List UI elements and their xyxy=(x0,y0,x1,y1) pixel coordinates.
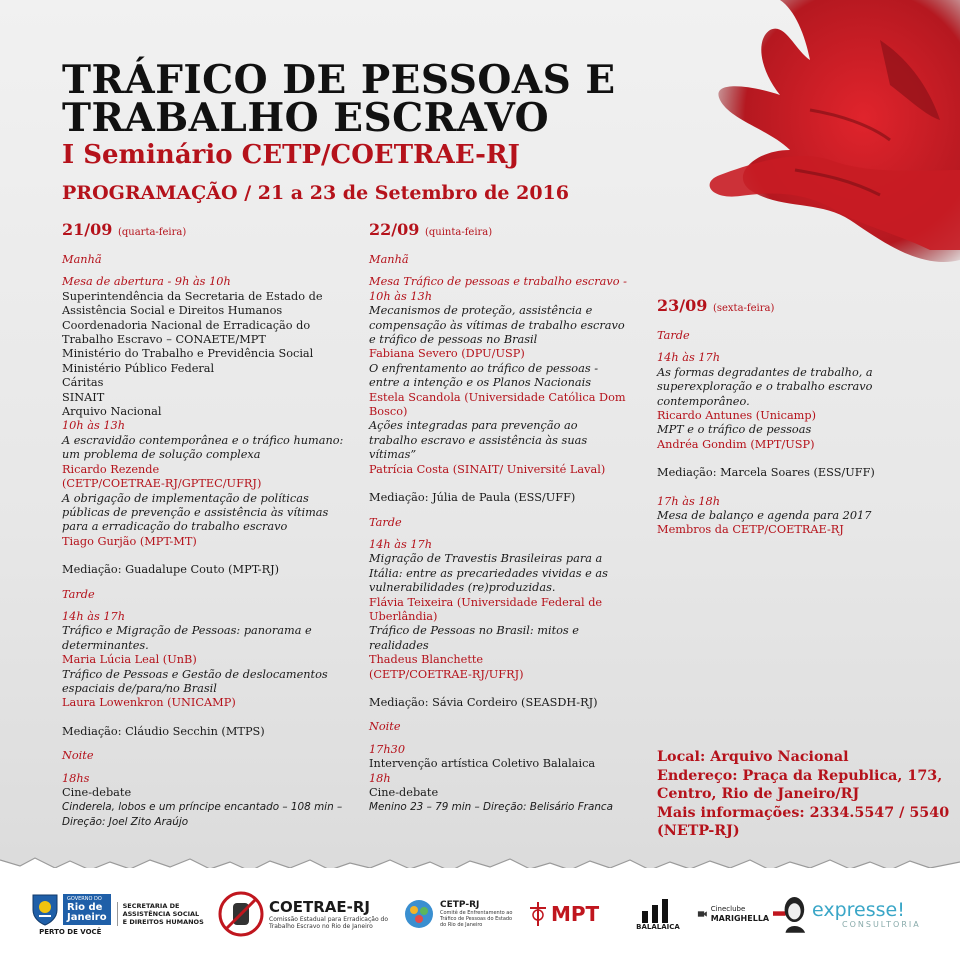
mediation: Mediação: Guadalupe Couto (MPT-RJ) xyxy=(62,563,280,577)
film-title: Menino 23 – 79 min – Direção: Belisário Franca xyxy=(369,801,613,814)
seminar-subtitle: I Seminário CETP/COETRAE-RJ xyxy=(62,140,520,170)
panel-title: Mesa Tráfico de pessoas e trabalho escravo - xyxy=(369,275,627,289)
speaker: Andréa Gondim (MPT/USP) xyxy=(657,437,815,451)
morning-label: Manhã xyxy=(62,253,102,266)
balalaica-logo xyxy=(628,868,688,960)
coetrae-logo xyxy=(218,868,398,960)
talk-title: um problema de solução complexa xyxy=(62,448,261,462)
org-line: Assistência Social e Direitos Humanos xyxy=(62,304,283,318)
film-director: Direção: Joel Zito Araújo xyxy=(62,815,189,828)
session-time: 14h às 17h xyxy=(657,351,721,365)
cineclube-marighella-logo xyxy=(697,868,807,960)
talk-title: As formas degradantes de trabalho, a xyxy=(657,365,873,379)
sponsors-footer xyxy=(0,868,960,960)
rj-coat-of-arms-icon xyxy=(30,892,60,926)
mpt-logo xyxy=(528,868,618,960)
expresse-name: expresse! xyxy=(812,898,905,921)
talk-title: A obrigação de implementação de políticas xyxy=(62,491,309,505)
panel-time: 10h às 13h xyxy=(369,289,433,303)
talk-title: e tráfico de pessoas no Brasil xyxy=(369,333,538,347)
speaker: Membros da CETP/COETRAE-RJ xyxy=(657,523,844,537)
org-line: Superintendência da Secretaria de Estado de xyxy=(62,289,323,303)
day-heading: 21/09 (quarta-feira) xyxy=(62,220,187,239)
speaker: Fabiana Severo (DPU/USP) xyxy=(369,347,525,361)
day-heading: 22/09 (quinta-feira) xyxy=(369,220,493,239)
speaker: Tiago Gurjão (MPT-MT) xyxy=(62,534,197,548)
mediation: Mediação: Júlia de Paula (ESS/UFF) xyxy=(369,491,576,505)
speaker: Maria Lúcia Leal (UnB) xyxy=(62,653,197,667)
mpt-name: MPT xyxy=(551,902,600,926)
balalaica-name: BALALAICA xyxy=(636,923,680,931)
gov-name: Janeiro xyxy=(67,911,107,923)
mediation: Mediação: Cláudio Secchin (MTPS) xyxy=(62,724,265,738)
talk-title: Tráfico e Migração de Pessoas: panorama e xyxy=(62,624,312,638)
speaker: (CETP/COETRAE-RJ/GPTEC/UFRJ) xyxy=(62,477,262,491)
balalaica-bars-icon xyxy=(638,897,678,923)
afternoon-label: Tarde xyxy=(62,587,95,601)
morning-label: Manhã xyxy=(369,253,409,266)
afternoon-label: Tarde xyxy=(369,515,402,529)
chained-fist-icon xyxy=(218,891,264,937)
talk-title: Mesa de balanço e agenda para 2017 xyxy=(657,509,872,523)
talk-title: realidades xyxy=(369,638,429,652)
scales-icon xyxy=(528,899,548,929)
talk-title: Itália: entre as precariedades vividas e as xyxy=(369,566,608,580)
night-label: Noite xyxy=(369,720,401,734)
org-line: Cáritas xyxy=(62,376,104,390)
venue-name: Local: Arquivo Nacional xyxy=(657,749,849,765)
day-21-column xyxy=(62,220,343,829)
gov-tagline: PERTO DE VOCÊ xyxy=(39,928,102,936)
talk-title: O enfrentamento ao tráfico de pessoas - xyxy=(369,361,599,375)
speaker: Thadeus Blanchette xyxy=(369,653,484,667)
film-camera-icon xyxy=(697,908,708,920)
venue-address: Endereço: Praça da Republica, 173, xyxy=(657,767,943,784)
art-intervention: Intervenção artística Coletivo Balalaica xyxy=(369,757,596,771)
info-org: (NETP-RJ) xyxy=(657,823,740,839)
coetrae-name: COETRAE-RJ xyxy=(269,898,371,916)
cetp-subtitle: Tráfico de Pessoas do Estado xyxy=(440,916,513,922)
session-time: 18hs xyxy=(62,771,90,785)
venue-info xyxy=(657,748,949,841)
speaker: Ricardo Antunes (Unicamp) xyxy=(657,409,817,423)
talk-title: Ações integradas para prevenção ao xyxy=(369,419,578,433)
venue-city: Centro, Rio de Janeiro/RJ xyxy=(657,786,860,802)
talk-title: para a erradicação do trabalho escravo xyxy=(62,520,288,534)
org-line: SINAIT xyxy=(62,390,105,404)
secretary-name: ASSISTÊNCIA SOCIAL xyxy=(122,910,200,918)
cetp-name: CETP-RJ xyxy=(440,900,480,910)
gov-label: GOVERNO DO xyxy=(67,895,102,902)
speaker: Laura Lowenkron (UNICAMP) xyxy=(62,696,236,710)
talk-title: contemporâneo. xyxy=(657,394,750,408)
secretary-name: SECRETARIA DE xyxy=(122,902,180,910)
speaker: Uberlândia) xyxy=(369,609,438,623)
marighella-portrait-icon xyxy=(773,891,807,937)
program-dates: PROGRAMAÇÃO / 21 a 23 de Setembro de 2016 xyxy=(62,182,569,204)
red-hands-image xyxy=(580,0,960,290)
talk-title: públicas de prevenção e assistência às vítimas xyxy=(62,505,329,519)
talk-title: determinantes. xyxy=(62,638,149,652)
cetp-subtitle: do Rio de Janeiro xyxy=(440,922,483,928)
talk-title: Tráfico de Pessoas no Brasil: mitos e xyxy=(369,624,579,638)
opening-session: Mesa de abertura - 9h às 10h xyxy=(62,275,231,289)
session-time: 18h xyxy=(369,771,391,785)
talk-title: superexploração e o trabalho escravo xyxy=(657,380,873,394)
cine-debate-label: Cine-debate xyxy=(62,786,132,799)
cetp-subtitle: Comitê de Enfrentamento ao xyxy=(440,910,513,916)
speaker: (CETP/COETRAE-RJ/UFRJ) xyxy=(369,667,524,681)
title-line-1: TRÁFICO DE PESSOAS E xyxy=(62,57,616,103)
secretary-name: E DIREITOS HUMANOS xyxy=(122,918,204,926)
org-line: Trabalho Escravo – CONAETE/MPT xyxy=(62,333,266,347)
talk-title: espaciais de/para/no Brasil xyxy=(62,681,217,695)
talk-title: vítimas” xyxy=(369,448,417,462)
gov-name: Rio de xyxy=(67,901,103,913)
session-time: 17h às 18h xyxy=(657,494,721,508)
session-time: 17h30 xyxy=(369,742,406,756)
talk-title: Tráfico de Pessoas e Gestão de deslocamentos xyxy=(62,667,328,681)
cetp-logo xyxy=(402,868,522,960)
cine-debate-label: Cine-debate xyxy=(369,786,439,799)
cetp-emblem-icon xyxy=(402,897,436,931)
cineclube-label: Cineclube xyxy=(710,905,746,913)
speaker: Ricardo Rezende xyxy=(62,462,160,476)
speaker: Estela Scandola (Universidade Católica Dom xyxy=(369,390,626,404)
expresse-consultoria: CONSULTORIA xyxy=(842,919,921,929)
mediation: Mediação: Sávia Cordeiro (SEASDH-RJ) xyxy=(369,695,598,709)
speaker: Flávia Teixeira (Universidade Federal de xyxy=(369,595,603,609)
mediation: Mediação: Marcela Soares (ESS/UFF) xyxy=(657,466,875,480)
session-time: 14h às 17h xyxy=(369,537,433,551)
day-22-column xyxy=(369,220,627,815)
org-line: Arquivo Nacional xyxy=(62,405,162,419)
expresse-logo xyxy=(812,868,942,960)
talk-title: A escravidão contemporânea e o tráfico humano: xyxy=(62,433,344,447)
talk-title: compensação às vítimas de trabalho escravo xyxy=(369,318,625,332)
talk-title: Mecanismos de proteção, assistência e xyxy=(369,304,593,318)
day-23-column xyxy=(657,296,875,538)
org-line: Ministério Público Federal xyxy=(62,361,215,375)
night-label: Noite xyxy=(62,749,94,763)
session-time: 14h às 17h xyxy=(62,609,126,623)
org-line: Coordenadoria Nacional de Erradicação do xyxy=(62,318,311,332)
session-time: 10h às 13h xyxy=(62,419,126,433)
talk-title: entre a intenção e os Planos Nacionais xyxy=(369,376,592,390)
talk-title: Migração de Travestis Brasileiras para a xyxy=(369,552,603,566)
afternoon-label: Tarde xyxy=(657,329,690,342)
marighella-name: MARIGHELLA xyxy=(710,914,770,923)
coetrae-subtitle: Comissão Estadual para Erradicação do xyxy=(269,916,389,923)
gov-rj-logo xyxy=(30,868,210,960)
speaker: Bosco) xyxy=(369,405,408,419)
title-line-2: TRABALHO ESCRAVO xyxy=(62,95,550,141)
org-line: Ministério do Trabalho e Previdência Social xyxy=(62,347,314,361)
talk-title: vulnerabilidades (re)produzidas. xyxy=(369,581,556,595)
film-title: Cinderela, lobos e um príncipe encantado – 108 min – xyxy=(62,801,343,814)
info-phone: Mais informações: 2334.5547 / 5540 xyxy=(657,804,950,821)
day-heading: 23/09 (sexta-feira) xyxy=(657,296,775,315)
talk-title: MPT e o tráfico de pessoas xyxy=(657,423,812,437)
speaker: Patrícia Costa (SINAIT/ Université Laval) xyxy=(369,462,606,476)
coetrae-subtitle: Trabalho Escravo no Rio de Janeiro xyxy=(269,923,373,930)
talk-title: trabalho escravo e assistência às suas xyxy=(369,433,588,447)
